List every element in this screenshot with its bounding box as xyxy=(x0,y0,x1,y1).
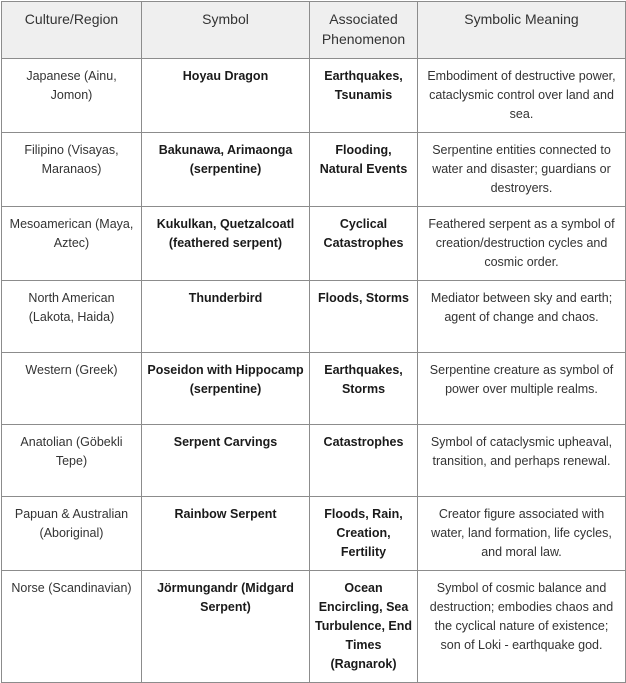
cell-culture: Filipino (Visayas, Maranaos) xyxy=(2,133,142,207)
cell-phenomenon: Flooding, Natural Events xyxy=(310,133,418,207)
symbolism-table xyxy=(1,1,626,683)
cell-phenomenon: Cyclical Catastrophes xyxy=(310,207,418,281)
cell-symbol: Kukulkan, Quetzalcoatl (feathered serpent) xyxy=(142,207,310,281)
cell-symbol: Bakunawa, Arimaonga (serpentine) xyxy=(142,133,310,207)
header-row xyxy=(2,2,626,59)
table-row xyxy=(2,425,626,497)
table-row xyxy=(2,207,626,281)
cell-symbol: Poseidon with Hippocamp (serpentine) xyxy=(142,353,310,425)
cell-meaning: Symbol of cataclysmic upheaval, transition, and perhaps renewal. xyxy=(418,425,626,497)
cell-symbol: Thunderbird xyxy=(142,281,310,353)
cell-phenomenon: Earthquakes, Tsunamis xyxy=(310,59,418,133)
table-body xyxy=(2,59,626,683)
table-row xyxy=(2,497,626,571)
cell-phenomenon: Earthquakes, Storms xyxy=(310,353,418,425)
cell-meaning: Serpentine entities connected to water and disaster; guardians or destroyers. xyxy=(418,133,626,207)
cell-culture: Mesoamerican (Maya, Aztec) xyxy=(2,207,142,281)
cell-culture: Japanese (Ainu, Jomon) xyxy=(2,59,142,133)
table-header xyxy=(2,2,626,59)
cell-meaning: Embodiment of destructive power, cataclysmic control over land and sea. xyxy=(418,59,626,133)
cell-culture: North American (Lakota, Haida) xyxy=(2,281,142,353)
cell-meaning: Mediator between sky and earth; agent of change and chaos. xyxy=(418,281,626,353)
cell-meaning: Serpentine creature as symbol of power over multiple realms. xyxy=(418,353,626,425)
cell-culture: Western (Greek) xyxy=(2,353,142,425)
cell-culture: Norse (Scandinavian) xyxy=(2,571,142,683)
cell-phenomenon: Floods, Storms xyxy=(310,281,418,353)
cell-meaning: Feathered serpent as a symbol of creation/destruction cycles and cosmic order. xyxy=(418,207,626,281)
cell-culture: Anatolian (Göbekli Tepe) xyxy=(2,425,142,497)
cell-meaning: Creator figure associated with water, land formation, life cycles, and moral law. xyxy=(418,497,626,571)
header-symbolic-meaning: Symbolic Meaning xyxy=(418,2,626,59)
cell-symbol: Serpent Carvings xyxy=(142,425,310,497)
cell-phenomenon: Catastrophes xyxy=(310,425,418,497)
cell-symbol: Rainbow Serpent xyxy=(142,497,310,571)
cell-symbol: Jörmungandr (Midgard Serpent) xyxy=(142,571,310,683)
table-row xyxy=(2,59,626,133)
table-row xyxy=(2,133,626,207)
cell-phenomenon: Ocean Encircling, Sea Turbulence, End Times (Ragnarok) xyxy=(310,571,418,683)
header-symbol: Symbol xyxy=(142,2,310,59)
table-row xyxy=(2,571,626,683)
cell-culture: Papuan & Australian (Aboriginal) xyxy=(2,497,142,571)
header-associated-phenomenon: Associated Phenomenon xyxy=(310,2,418,59)
table-row xyxy=(2,281,626,353)
cell-phenomenon: Floods, Rain, Creation, Fertility xyxy=(310,497,418,571)
header-culture-region: Culture/Region xyxy=(2,2,142,59)
cell-symbol: Hoyau Dragon xyxy=(142,59,310,133)
table-row xyxy=(2,353,626,425)
cell-meaning: Symbol of cosmic balance and destruction; embodies chaos and the cyclical nature of existence; son of Loki - earthquake god. xyxy=(418,571,626,683)
